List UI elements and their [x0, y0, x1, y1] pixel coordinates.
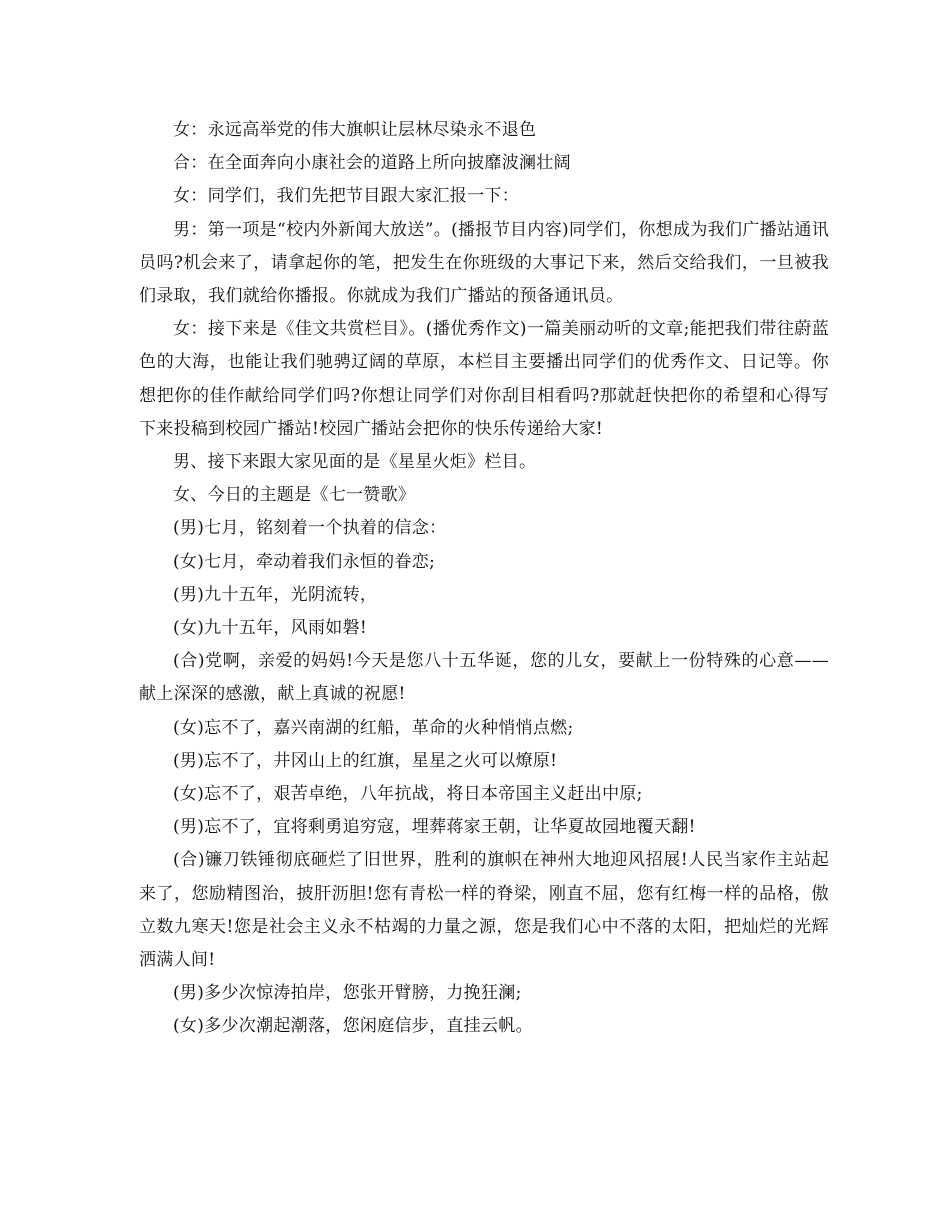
paragraph: (男)多少次惊涛拍岸，您张开臂膀，力挽狂澜;: [173, 983, 522, 1004]
paragraph: (男)忘不了，宜将剩勇追穷寇，埋葬蒋家王朝，让华夏故园地覆天翻!: [173, 817, 696, 838]
paragraph: (女)忘不了，艰苦卓绝，八年抗战，将日本帝国主义赶出中原;: [173, 784, 643, 805]
paragraph: 女：永远高举党的伟大旗帜让层林尽染永不退色: [173, 120, 537, 140]
paragraph: 男、接下来跟大家见面的是《星星火炬》栏目。: [173, 452, 537, 473]
paragraph: (女)忘不了，嘉兴南湖的红船，革命的火种悄悄点燃;: [173, 717, 574, 738]
paragraph: (合)镰刀铁锤彻底砸烂了旧世界，胜利的旗帜在神州大地迎风招展!人民当家作主站起来了，您励精图治，披肝沥胆!您有青松一样的脊梁，刚直不屈，您有红梅一样的品格，傲立数九寒天!您是社会主义永不枯竭的力量之源，您是我们心中不落的太阳，把灿烂的光辉洒满人间!: [139, 850, 829, 971]
paragraph: 女：同学们，我们先把节目跟大家汇报一下：: [173, 186, 519, 207]
paragraph: (男)七月，铭刻着一个执着的信念：: [173, 518, 447, 539]
paragraph: 男：第一项是“校内外新闻大放送”。(播报节目内容)同学们，你想成为我们广播站通讯员吗?机会来了，请拿起你的笔，把发生在你班级的大事记下来，然后交给我们，一旦被我们录取，我们就给你播报。你就成为我们广播站的预备通讯员。: [139, 219, 829, 307]
paragraph: 合：在全面奔向小康社会的道路上所向披靡波澜壮阔: [173, 153, 571, 174]
paragraph: (女)九十五年，风雨如磐!: [173, 618, 367, 639]
paragraph: (男)九十五年，光阴流转，: [173, 584, 378, 605]
document-body: [139, 114, 829, 1044]
paragraph: 女：接下来是《佳文共赏栏目》。(播优秀作文)一篇美丽动听的文章;能把我们带往蔚蓝色的大海，也能让我们驰骋辽阔的草原，本栏目主要播出同学们的优秀作文、日记等。你想把你的佳作献给同学们吗?你想让同学们对你刮目相看吗?那就赶快把你的希望和心得写下来投稿到校园广播站!校园广播站会把你的快乐传递给大家!: [139, 319, 829, 439]
paragraph: (女)七月，牵动着我们永恒的眷恋;: [173, 551, 436, 572]
paragraph: (男)忘不了，井冈山上的红旗，星星之火可以燎原!: [173, 750, 558, 771]
paragraph: 女、今日的主题是《七一赞歌》: [173, 485, 416, 506]
paragraph: (合)党啊，亲爱的妈妈!今天是您八十五华诞，您的儿女，要献上一份特殊的心意——献上深深的感激，献上真诚的祝愿!: [139, 651, 829, 705]
paragraph: (女)多少次潮起潮落，您闲庭信步，直挂云帆。: [173, 1016, 533, 1037]
